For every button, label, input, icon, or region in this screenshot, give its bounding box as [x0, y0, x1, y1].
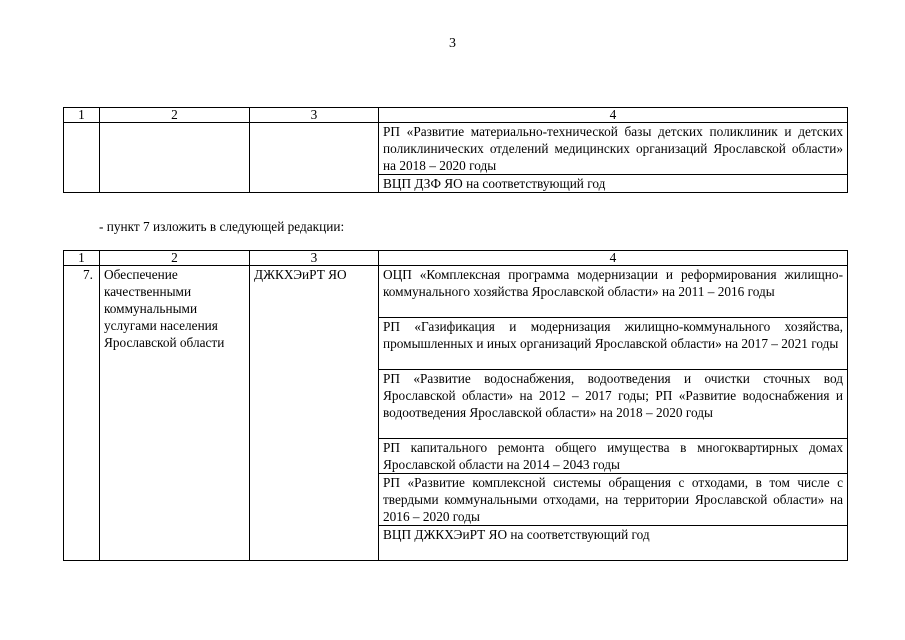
program-entry: РП «Развитие водоснабжения, водоотведения и очистки сточных вод Ярославской области» на 2012 – 2017 годы; РП «Развитие водоснабжения и водоотведения Ярославской области» на 2018 – 2020 годы: [379, 370, 848, 439]
program-entry: РП «Газификация и модернизация жилищно-коммунального хозяйства, промышленных и иных организаций Ярославской области» на 2017 – 2021 годы: [379, 318, 848, 370]
item-number: 7.: [64, 266, 100, 561]
header-cell-3: 3: [250, 251, 379, 266]
program-entry: РП капитального ремонта общего имущества в многоквартирных домах Ярославской области на 2014 – 2043 годы: [379, 439, 848, 474]
table-header-row: [64, 251, 848, 266]
header-cell-4: 4: [379, 251, 848, 266]
instruction-text: - пункт 7 изложить в следующей редакции:: [99, 219, 345, 234]
table-continuation: [63, 107, 848, 193]
cell-program: РП «Развитие материально-технической базы детских поликлиник и детских поликлинических отделений медицинских организаций Ярославской области» на 2018 – 2020 годы: [379, 123, 848, 175]
program-entry: РП «Развитие комплексной системы обращения с отходами, в том числе с твердыми коммунальными отходами, на территории Ярославской области» на 2016 – 2020 годы: [379, 474, 848, 526]
header-cell-4: 4: [379, 108, 848, 123]
program-entry: ВЦП ДЖКХЭиРТ ЯО на соответствующий год: [379, 526, 848, 561]
program-entry: ОЦП «Комплексная программа модернизации и реформирования жилищно-коммунального хозяйства Ярославской области» на 2011 – 2016 годы: [379, 266, 848, 318]
cell-program: ВЦП ДЗФ ЯО на соответствующий год: [379, 175, 848, 193]
header-cell-2: 2: [100, 251, 250, 266]
header-cell-2: 2: [100, 108, 250, 123]
header-cell-1: 1: [64, 108, 100, 123]
table-row: [64, 266, 848, 318]
item-executor: ДЖКХЭиРТ ЯО: [250, 266, 379, 561]
table-header-row: [64, 108, 848, 123]
cell-name: [100, 123, 250, 193]
cell-executor: [250, 123, 379, 193]
table-item-7: [63, 250, 848, 561]
item-name: Обеспечение качественными коммунальными услугами населения Ярославской области: [100, 266, 250, 561]
header-cell-3: 3: [250, 108, 379, 123]
table-row: [64, 123, 848, 175]
page-number: 3: [449, 36, 456, 51]
header-cell-1: 1: [64, 251, 100, 266]
cell-number: [64, 123, 100, 193]
